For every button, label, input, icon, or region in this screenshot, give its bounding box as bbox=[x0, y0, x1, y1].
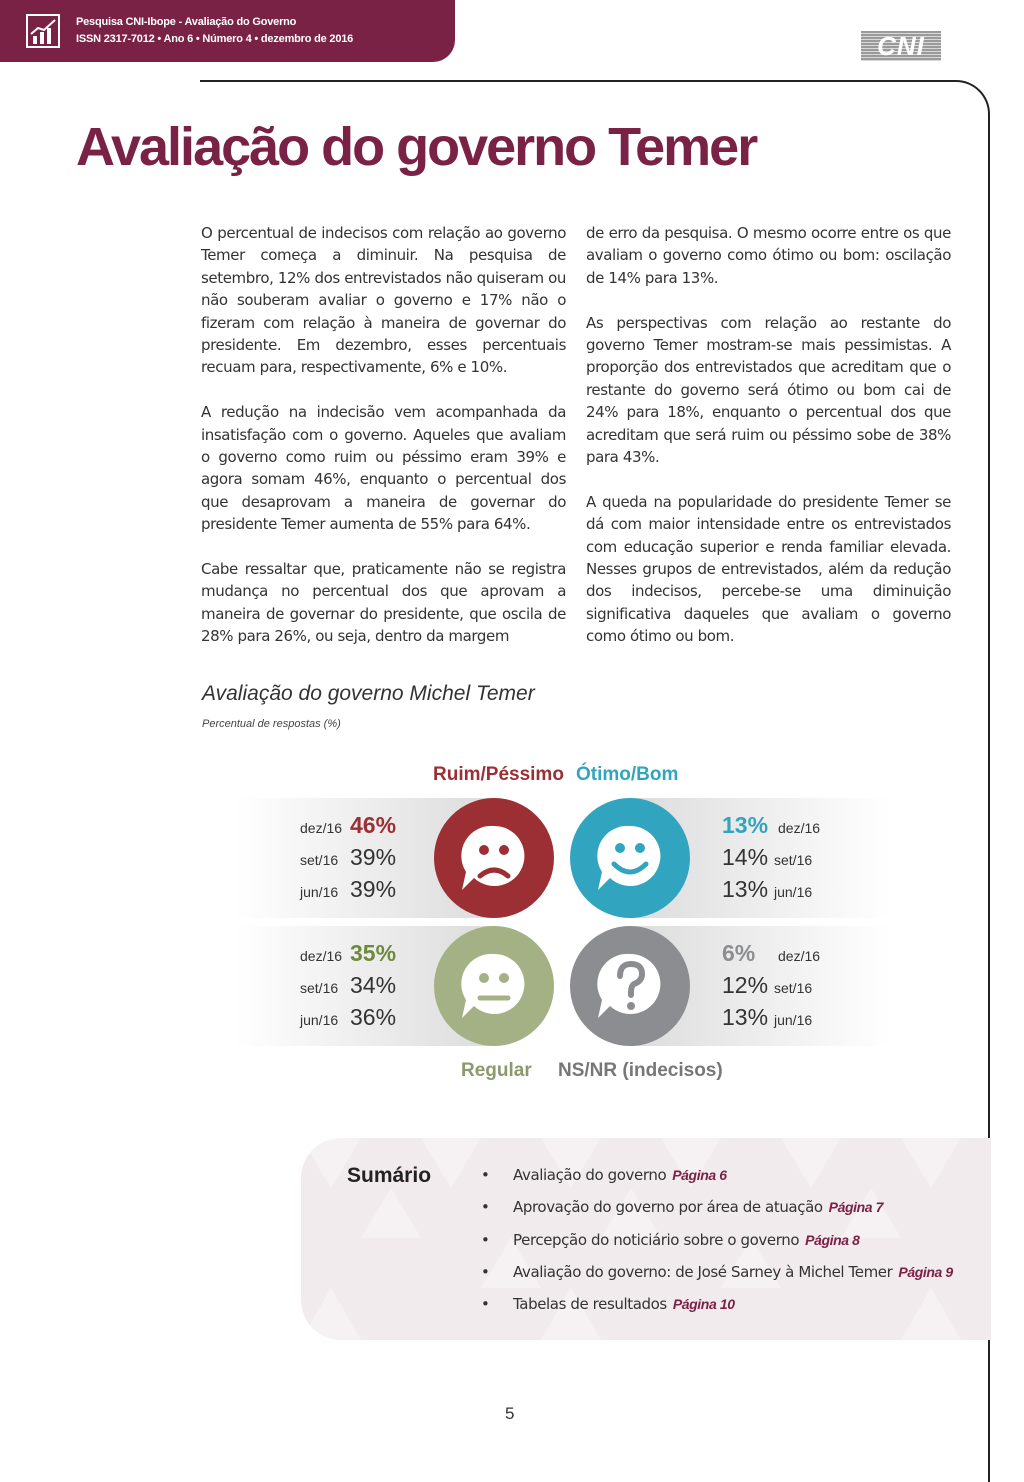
stat-row bbox=[300, 876, 396, 908]
pct-value: 12% bbox=[722, 972, 769, 998]
page-title: Avaliação do governo Temer bbox=[76, 117, 757, 177]
pct-value: 46% bbox=[350, 812, 397, 838]
pct-value: 34% bbox=[350, 972, 397, 998]
stat-row bbox=[722, 812, 828, 844]
stat-row bbox=[300, 812, 396, 844]
label-otimo-bom: Ótimo/Bom bbox=[576, 764, 679, 785]
period-label: jun/16 bbox=[300, 1012, 339, 1028]
chart-subtitle: Percentual de respostas (%) bbox=[202, 718, 341, 730]
paragraph: A redução na indecisão vem acompanhada da insatisfação com o governo. Aqueles que avaliam o governo como ruim ou péssimo eram 39% e agora somam 46%, enquanto o percentual dos que desaprovam a maneira de governar do presidente Temer aumenta de 55% para 64%. bbox=[201, 403, 566, 534]
summary-item: • Avaliação do governo Página 6 bbox=[481, 1166, 727, 1184]
pct-value: 13% bbox=[722, 812, 769, 838]
label-regular: Regular bbox=[461, 1060, 532, 1081]
header-banner bbox=[0, 0, 455, 62]
summary-item-page: Página 9 bbox=[898, 1263, 953, 1280]
stat-row bbox=[722, 1004, 824, 1036]
neutral-face-icon bbox=[432, 924, 556, 1048]
stat-row bbox=[722, 876, 824, 908]
pct-value: 35% bbox=[350, 940, 397, 966]
period-label: dez/16 bbox=[300, 820, 343, 836]
text-column-left bbox=[201, 222, 566, 670]
summary-box bbox=[301, 1138, 991, 1340]
pct-value: 39% bbox=[350, 844, 397, 870]
pct-value: 6% bbox=[722, 940, 756, 966]
summary-heading: Sumário bbox=[347, 1164, 432, 1187]
summary-list bbox=[481, 1166, 953, 1327]
stat-row bbox=[722, 972, 824, 1004]
pct-value: 36% bbox=[350, 1004, 397, 1030]
period-label: set/16 bbox=[300, 852, 339, 868]
period-label: jun/16 bbox=[300, 884, 339, 900]
stat-row bbox=[300, 844, 396, 876]
paragraph: Cabe ressaltar que, praticamente não se registra mudança no percentual dos que aprovam a maneira de governar do presidente, que oscila de 28% para 26%, ou seja, dentro da margem bbox=[201, 560, 566, 646]
summary-item: • Avaliação do governo: de José Sarney à Michel Temer Página 9 bbox=[481, 1262, 953, 1281]
summary-item: • Percepção do noticiário sobre o governo Página 8 bbox=[481, 1230, 860, 1249]
happy-face-icon bbox=[568, 796, 692, 920]
stat-row bbox=[300, 972, 396, 1004]
sad-face-icon bbox=[432, 796, 556, 920]
period-label: set/16 bbox=[774, 980, 813, 996]
summary-item-text: Percepção do noticiário sobre o governo bbox=[513, 1230, 800, 1249]
bar-chart-icon bbox=[26, 14, 60, 48]
pct-value: 39% bbox=[350, 876, 397, 902]
summary-item-text: Avaliação do governo: de José Sarney à Michel Temer bbox=[513, 1262, 893, 1281]
stat-row bbox=[722, 940, 828, 972]
stat-row bbox=[300, 1004, 396, 1036]
summary-item: • Tabelas de resultados Página 10 bbox=[481, 1295, 735, 1314]
pct-value: 13% bbox=[722, 876, 769, 902]
period-label: set/16 bbox=[300, 980, 339, 996]
period-label: dez/16 bbox=[778, 948, 821, 964]
pct-value: 13% bbox=[722, 1004, 769, 1030]
publication-name: Pesquisa CNI-Ibope - Avaliação do Governo bbox=[76, 16, 297, 28]
label-ns-nr: NS/NR (indecisos) bbox=[558, 1060, 723, 1081]
text-column-right bbox=[586, 222, 951, 670]
stat-row bbox=[722, 844, 824, 876]
issue-info: ISSN 2317-7012 • Ano 6 • Número 4 • dezembro de 2016 bbox=[76, 33, 354, 45]
summary-item-page: Página 10 bbox=[672, 1296, 735, 1313]
page-number: 5 bbox=[505, 1404, 515, 1423]
cni-logo: CNI bbox=[861, 31, 941, 61]
summary-item-text: Tabelas de resultados bbox=[513, 1295, 667, 1314]
summary-item-page: Página 7 bbox=[828, 1199, 884, 1216]
paragraph: A queda na popularidade do presidente Temer se dá com maior intensidade entre os entrevistados com educação superior e renda familiar elevada. Nesses grupos de entrevistados, além da redução dos indecisos, percebe-se uma diminuição significativa daqueles que avaliam o governo como ótimo ou bom. bbox=[586, 492, 951, 646]
label-ruim-pessimo: Ruim/Péssimo bbox=[433, 764, 564, 785]
summary-item-page: Página 8 bbox=[805, 1231, 860, 1248]
period-label: dez/16 bbox=[778, 820, 821, 836]
summary-item-text: Aprovação do governo por área de atuação bbox=[513, 1198, 823, 1217]
summary-item-page: Página 6 bbox=[672, 1167, 727, 1183]
paragraph: As perspectivas com relação ao restante do governo Temer mostram-se mais pessimistas. A proporção dos entrevistados que acreditam que o restante do governo será ótimo ou bom cai de 24% para 18%, enquanto o percentual dos que acreditam que será ruim ou péssimo sobe de 38% para 43%. bbox=[586, 313, 951, 467]
paragraph: O percentual de indecisos com relação ao governo Temer começa a diminuir. Na pesquisa de setembro, 12% dos entrevistados não quiseram ou não souberam avaliar o governo e 17% não o fizeram com relação à maneira de governar do presidente. Em dezembro, esses percentuais recuam para, respectivamente, 6% e 10%. bbox=[201, 224, 566, 377]
period-label: jun/16 bbox=[774, 884, 813, 900]
period-label: dez/16 bbox=[300, 948, 343, 964]
stat-row bbox=[300, 940, 396, 972]
pct-value: 14% bbox=[722, 844, 769, 870]
summary-item: • Aprovação do governo por área de atuação Página 7 bbox=[481, 1198, 884, 1217]
period-label: set/16 bbox=[774, 852, 813, 868]
paragraph: de erro da pesquisa. O mesmo ocorre entre os que avaliam o governo como ótimo ou bom: oscilação de 14% para 13%. bbox=[586, 224, 951, 287]
summary-item-text: Avaliação do governo bbox=[513, 1166, 667, 1184]
chart-title: Avaliação do governo Michel Temer bbox=[202, 682, 535, 705]
period-label: jun/16 bbox=[774, 1012, 813, 1028]
question-icon bbox=[568, 924, 692, 1048]
